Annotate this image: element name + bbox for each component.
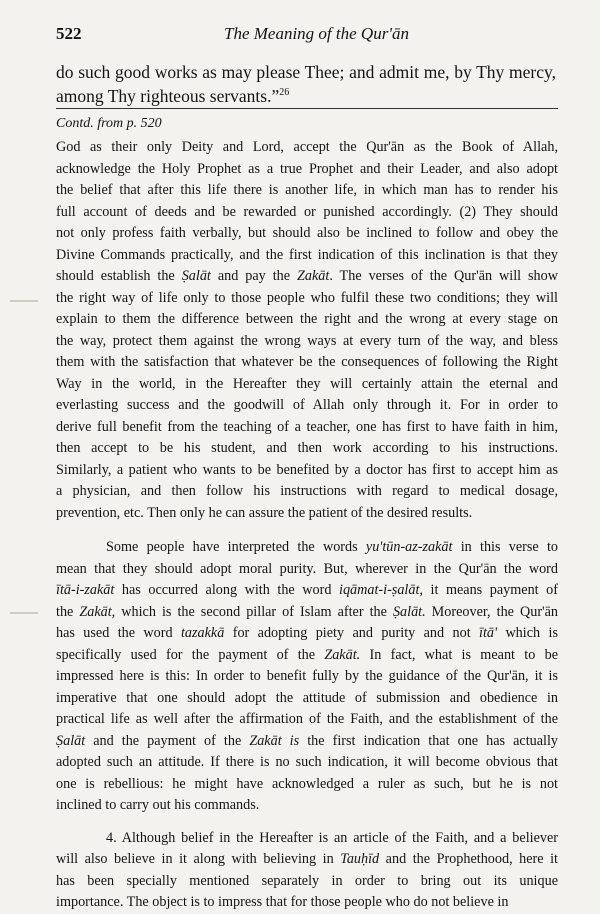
- verse-line-text: among Thy righteous servants.”: [56, 86, 280, 106]
- page-header: [56, 24, 560, 48]
- italic-term: Ṣalāt: [181, 268, 211, 284]
- text-line: derive full benefit from the teaching of a teacher, one has first to have faith in him,: [56, 418, 558, 435]
- scan-artifact: [10, 300, 38, 302]
- text-line: importance. The object is to impress that for those people who do not believe in: [56, 894, 509, 910]
- text-line: Ṣalāt and the payment of the Zakāt is the first indication that one has actually: [56, 732, 559, 749]
- italic-term: Ṣalāt: [56, 732, 86, 749]
- text-line: has used the word tazakkā for adopting piety and purity and not ītā' which is: [56, 625, 558, 641]
- text-line: adopted such an attitude. If there is no such indication, it will become obvious that: [56, 754, 558, 770]
- scan-artifact: [10, 612, 38, 614]
- italic-term: iqāmat-i-ṣalāt,: [339, 582, 423, 598]
- text-line: Way in the world, in the Hereafter they will certainly attain the eternal and: [56, 375, 558, 392]
- page-number: 522: [56, 24, 82, 43]
- italic-term: Ṣalāt.: [392, 603, 426, 620]
- text-line: specifically used for the payment of the Zakāt. In fact, what is meant to be: [56, 646, 558, 663]
- text-line: not only profess faith verbally, but should also be inclined to follow and obey the: [56, 225, 558, 241]
- text-line: will also believe in it along with believing in Tauḥīd and the Prophethood, here it: [56, 851, 559, 867]
- text-line: ītā-i-zakāt has occurred along with the word iqāmat-i-ṣalāt, it means payment of: [56, 582, 558, 598]
- italic-term: yu'tūn-az-zakāt: [365, 539, 453, 555]
- commentary-paragraph: [56, 828, 558, 914]
- section-divider: [56, 108, 558, 109]
- italic-term: tazakkā: [180, 625, 225, 641]
- text-line: imperative that one should adopt the attitude of submission and obedience in: [56, 689, 558, 706]
- italic-term: Zakāt,: [79, 603, 116, 620]
- commentary-paragraph: [56, 537, 558, 817]
- text-line: God as their only Deity and Lord, accept the Qur'ān as the Book of Allah,: [56, 139, 558, 155]
- text-line: the Zakāt, which is the second pillar of Islam after the Ṣalāt. Moreover, the Qur'ān: [56, 603, 558, 620]
- text-line: impressed here is this: In order to benefit fully by the guidance of the Qur'ān, it is: [56, 668, 558, 684]
- italic-term: Tauḥīd: [340, 851, 380, 867]
- text-line: prevention, etc. Then only he can assure the patient of the desired results.: [56, 504, 473, 521]
- commentary-paragraph: [56, 137, 558, 524]
- text-line: 4. Although belief in the Hereafter is an article of the Faith, and a believer: [106, 829, 558, 846]
- text-line: one is rebellious: he might have acknowledged a ruler as such, but he is not: [56, 775, 558, 792]
- continued-note: Contd. from p. 520: [56, 116, 162, 131]
- text-line: inclined to carry out his commands.: [56, 797, 260, 813]
- italic-term: Zakāt is: [249, 732, 300, 749]
- italic-term: ītā-i-zakāt: [56, 582, 115, 598]
- text-line: Similarly, a patient who wants to be benefited by a doctor has first to accept him as: [56, 461, 558, 478]
- text-line: has been specially mentioned separately in order to bring out its unique: [56, 872, 558, 889]
- text-line: them with the satisfaction that whatever be the consequences of following the Right: [56, 354, 558, 370]
- text-line: full account of deeds and be rewarded or punished accordingly. (2) They should: [56, 203, 558, 220]
- text-line: Divine Commands practically, and the first indication of this inclination is that they: [56, 246, 558, 263]
- text-line: the way, protect them against the wrong ways at every turn of the way, and bless: [56, 332, 558, 349]
- text-line: Some people have interpreted the words yu'tūn-az-zakāt in this verse to: [106, 539, 559, 555]
- text-line: everlasting success and the goodwill of Allah only through it. For in order to: [56, 397, 558, 413]
- text-line: practical life as well after the affirmation of the Faith, and the establishment of the: [56, 711, 558, 727]
- italic-term: Zakāt: [296, 268, 330, 284]
- text-line: the belief that after this life there is another life, in which man has to render his: [56, 182, 558, 198]
- verse-text: [56, 60, 556, 108]
- footnote-ref: 26: [279, 87, 290, 99]
- verse-line: do such good works as may please Thee; and admit me, by Thy mercy,: [56, 62, 556, 82]
- running-title: The Meaning of the Qur'ān: [224, 24, 409, 43]
- commentary: [56, 137, 558, 914]
- text-line: then accept to be his student, and then work according to his instructions.: [56, 440, 558, 456]
- text-line: the right way of life only to those people who fulfil these two conditions; they will: [56, 289, 558, 306]
- text-line: a physician, and then follow his instructions with regard to medical dosage,: [56, 483, 558, 499]
- text-line: mean that they should adopt moral purity. But, wherever in the Qur'ān the word: [56, 560, 558, 577]
- text-line: acknowledge the Holy Prophet as a true Prophet and their Leader, and also adopt: [56, 160, 558, 177]
- italic-term: Zakāt.: [324, 646, 361, 663]
- text-line: explain to them the difference between the right and the wrong at every stage on: [56, 311, 558, 327]
- verse-line: [56, 84, 556, 108]
- text-line: should establish the Ṣalāt and pay the Zakāt. The verses of the Qur'ān will show: [56, 268, 558, 284]
- italic-term: ītā': [479, 625, 498, 641]
